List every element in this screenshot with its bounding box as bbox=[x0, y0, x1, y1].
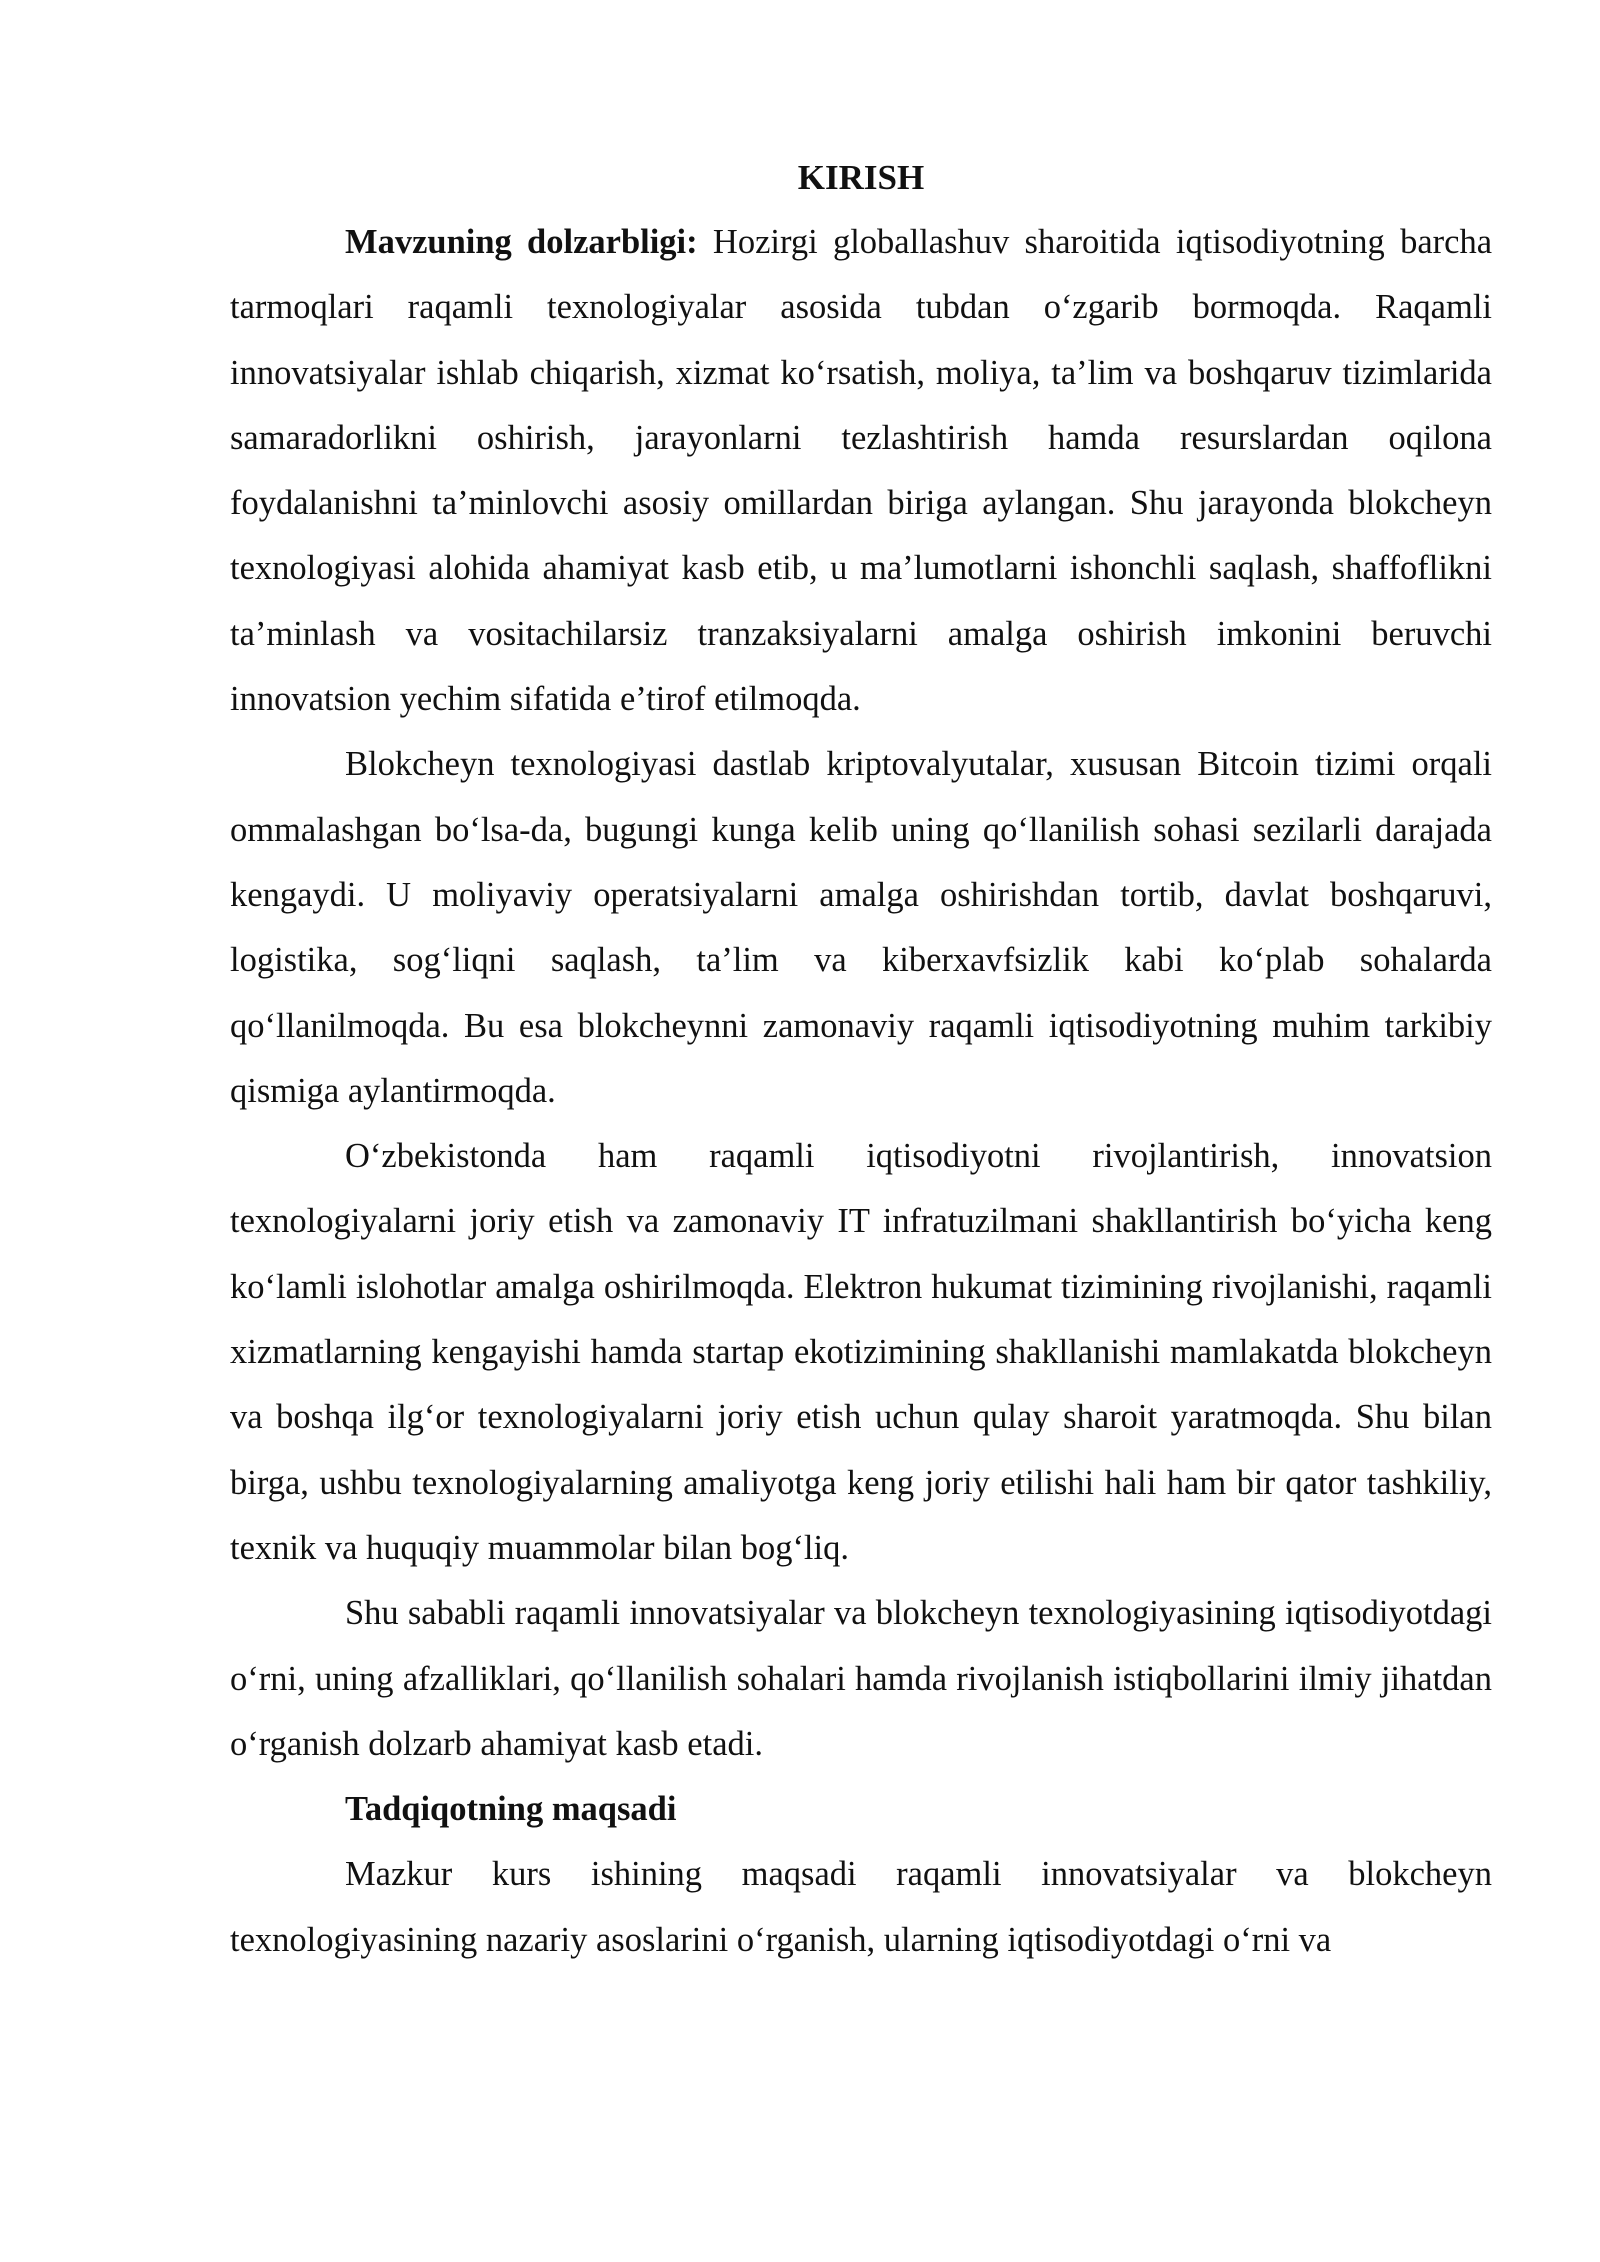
body-paragraph: O‘zbekistonda ham raqamli iqtisodiyotni rivojlantirish, innovatsion texnologiyalarni joriy etish va zamonaviy IT infratuzilmani shakllantirish bo‘yicha keng ko‘lamli islohotlar amalga oshirilmoqda. Elektron hukumat tizimining rivojlanishi, raqamli xizmatlarning kengayishi hamda startap ekotizimining shakllanishi mamlakatda blokcheyn va boshqa ilg‘or texnologiyalarni joriy etish uchun qulay sharoit yaratmoqda. Shu bilan birga, ushbu texnologiyalarning amaliyotga keng joriy etilishi hali ham bir qator tashkiliy, texnik va huquqiy muammolar bilan bog‘liq. bbox=[230, 1137, 1492, 1567]
document-title: KIRISH bbox=[797, 158, 925, 197]
relevance-paragraph bbox=[230, 210, 1492, 732]
body-paragraph: Shu sababli raqamli innovatsiyalar va blokcheyn texnologiyasining iqtisodiyotdagi o‘rni, uning afzalliklari, qo‘llanilish sohalari hamda rivojlanish istiqbollarini ilmiy jihatdan o‘rganish dolzarb ahamiyat kasb etadi. bbox=[230, 1594, 1492, 1763]
relevance-lead: Mavzuning dolzarbligi: bbox=[345, 223, 698, 261]
section-heading: Tadqiqotning maqsadi bbox=[345, 1790, 677, 1829]
body-paragraph: Blokcheyn texnologiyasi dastlab kriptovalyutalar, xususan Bitcoin tizimi orqali ommalashgan bo‘lsa-da, bugungi kunga kelib uning qo‘llanilish sohasi sezilarli darajada kengaydi. U moliyaviy operatsiyalarni amalga oshirishdan tortib, davlat boshqaruvi, logistika, sog‘liqni saqlash, ta’lim va kiberxavfsizlik kabi ko‘plab sohalarda qo‘llanilmoqda. Bu esa blokcheynni zamonaviy raqamli iqtisodiyotning muhim tarkibiy qismiga aylantirmoqda. bbox=[230, 745, 1492, 1110]
section-paragraph: Mazkur kurs ishining maqsadi raqamli innovatsiyalar va blokcheyn texnologiyasining nazariy asoslarini o‘rganish, ularning iqtisodiyotdagi o‘rni va bbox=[230, 1855, 1492, 1959]
document-body bbox=[230, 145, 1492, 1973]
relevance-text: Hozirgi globallashuv sharoitida iqtisodiyotning barcha tarmoqlari raqamli texnologiyalar asosida tubdan o‘zgarib bormoqda. Raqamli innovatsiyalar ishlab chiqarish, xizmat ko‘rsatish, moliya, ta’lim va boshqaruv tizimlarida samaradorlikni oshirish, jarayonlarni tezlashtirish hamda resurslardan oqilona foydalanishni ta’minlovchi asosiy omillardan biriga aylangan. Shu jarayonda blokcheyn texnologiyasi alohida ahamiyat kasb etib, u ma’lumotlarni ishonchli saqlash, shaffoflikni ta’minlash va vositachilarsiz tranzaksiyalarni amalga oshirish imkonini beruvchi innovatsion yechim sifatida e’tirof etilmoqda. bbox=[230, 223, 1493, 719]
